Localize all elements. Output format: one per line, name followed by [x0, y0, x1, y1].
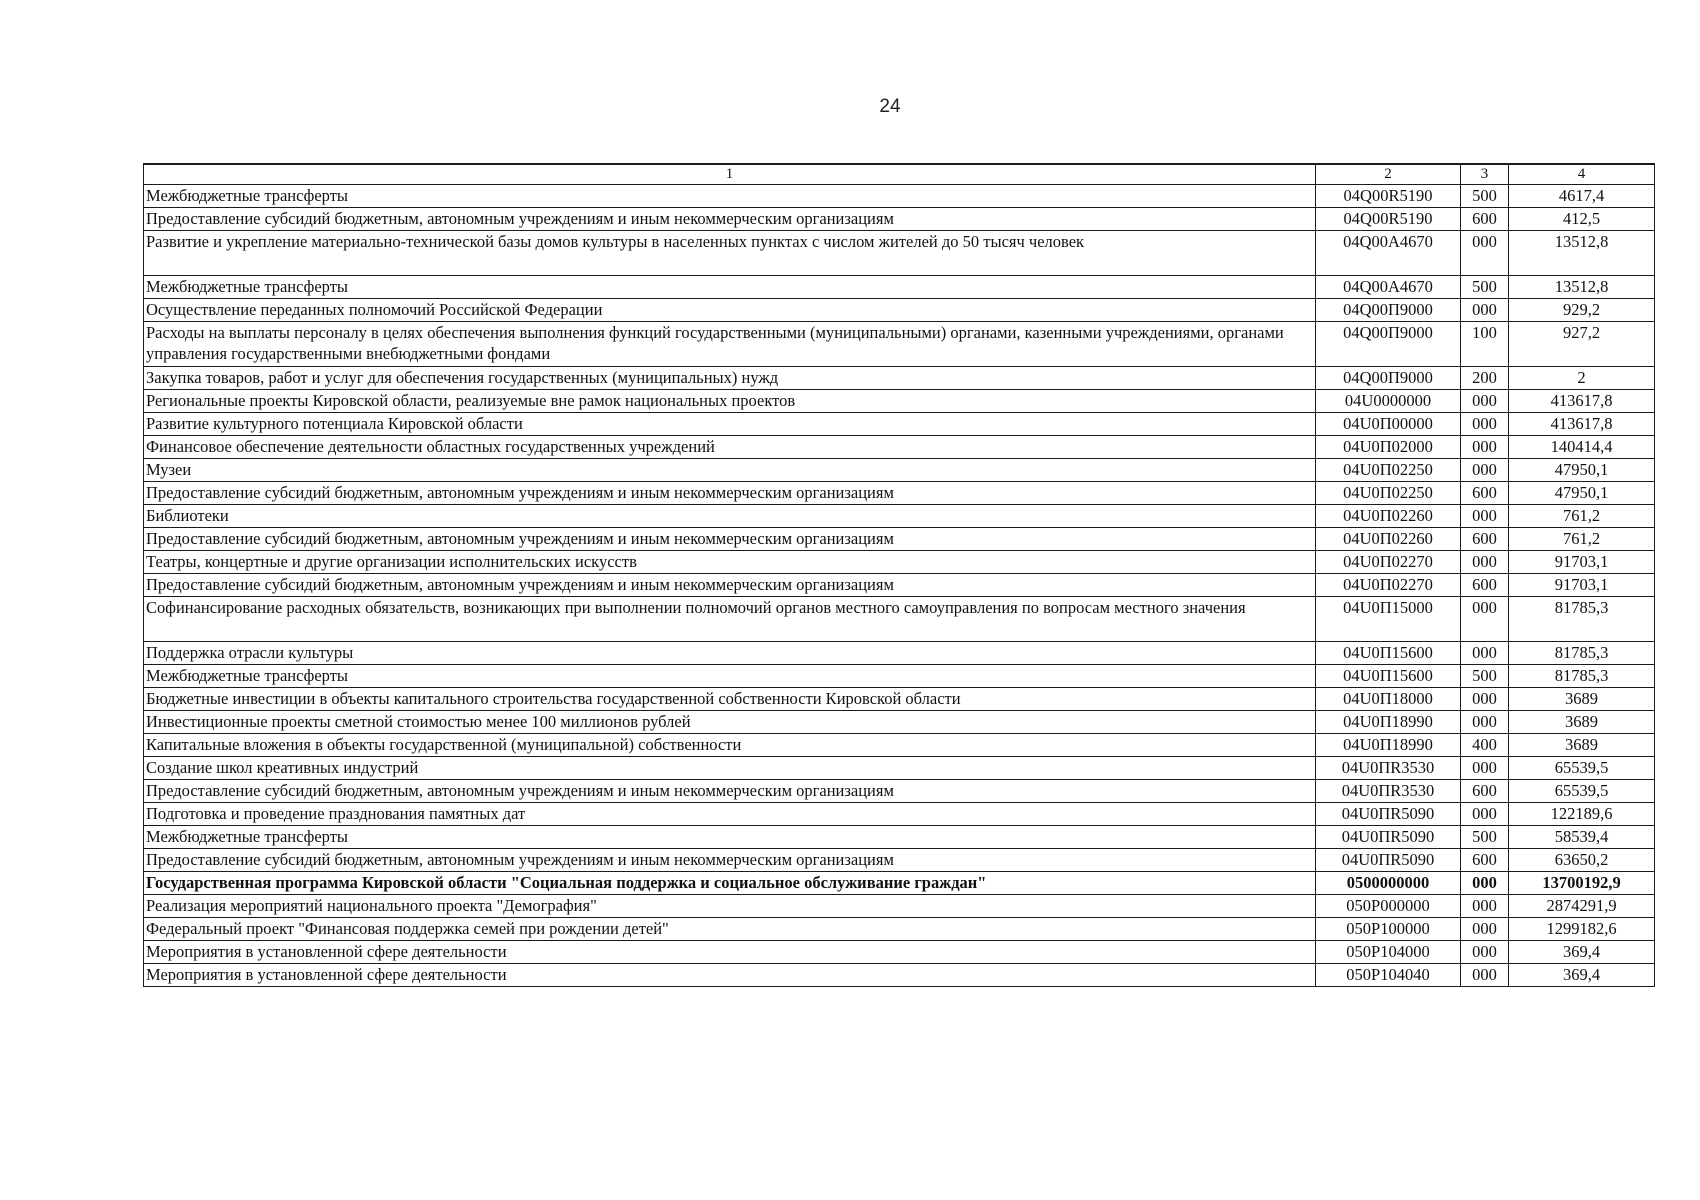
row-sum-cell: 761,2 — [1509, 528, 1655, 551]
row-name-cell: Расходы на выплаты персоналу в целях обеспечения выполнения функций государственными (муниципальными) органами, казенными учреждениями, органами управления государственными внебюджетными фондами — [144, 322, 1316, 367]
table-row — [144, 505, 1655, 528]
row-sum-cell: 369,4 — [1509, 964, 1655, 987]
row-type-cell: 500 — [1461, 185, 1509, 208]
row-name-cell: Закупка товаров, работ и услуг для обеспечения государственных (муниципальных) нужд — [144, 367, 1316, 390]
table-row — [144, 413, 1655, 436]
row-code-cell: 04U0000000 — [1316, 390, 1461, 413]
row-type-cell: 000 — [1461, 711, 1509, 734]
row-type-cell: 200 — [1461, 367, 1509, 390]
row-name-cell: Бюджетные инвестиции в объекты капитального строительства государственной собственности Кировской области — [144, 688, 1316, 711]
table-row — [144, 208, 1655, 231]
row-code-cell: 04U0П15600 — [1316, 642, 1461, 665]
row-name-cell: Капитальные вложения в объекты государственной (муниципальной) собственности — [144, 734, 1316, 757]
row-name-cell: Театры, концертные и другие организации исполнительских искусств — [144, 551, 1316, 574]
row-name-cell: Предоставление субсидий бюджетным, автономным учреждениям и иным некоммерческим организациям — [144, 208, 1316, 231]
row-code-cell: 04U0П18000 — [1316, 688, 1461, 711]
row-sum-cell: 3689 — [1509, 711, 1655, 734]
row-sum-cell: 1299182,6 — [1509, 918, 1655, 941]
table-row — [144, 574, 1655, 597]
row-code-cell: 04Q00R5190 — [1316, 185, 1461, 208]
table-row — [144, 734, 1655, 757]
row-name-cell: Подготовка и проведение празднования памятных дат — [144, 803, 1316, 826]
row-name-cell: Межбюджетные трансферты — [144, 276, 1316, 299]
row-name-cell: Федеральный проект "Финансовая поддержка семей при рождении детей" — [144, 918, 1316, 941]
row-type-cell: 500 — [1461, 665, 1509, 688]
table-row — [144, 757, 1655, 780]
row-code-cell: 04U0П02270 — [1316, 574, 1461, 597]
row-sum-cell: 81785,3 — [1509, 665, 1655, 688]
row-type-cell: 600 — [1461, 482, 1509, 505]
table-body — [144, 164, 1655, 987]
header-cell-type: 3 — [1461, 164, 1509, 185]
row-type-cell: 100 — [1461, 322, 1509, 367]
table-row — [144, 780, 1655, 803]
header-cell-code: 2 — [1316, 164, 1461, 185]
row-code-cell: 04Q00A4670 — [1316, 276, 1461, 299]
table-row — [144, 872, 1655, 895]
row-type-cell: 000 — [1461, 642, 1509, 665]
table-row — [144, 482, 1655, 505]
row-sum-cell: 81785,3 — [1509, 597, 1655, 642]
row-name-cell: Предоставление субсидий бюджетным, автономным учреждениям и иным некоммерческим организациям — [144, 528, 1316, 551]
table-row — [144, 803, 1655, 826]
table-row — [144, 665, 1655, 688]
row-sum-cell: 58539,4 — [1509, 826, 1655, 849]
table-row — [144, 459, 1655, 482]
row-type-cell: 500 — [1461, 276, 1509, 299]
row-code-cell: 050P100000 — [1316, 918, 1461, 941]
row-type-cell: 000 — [1461, 757, 1509, 780]
row-sum-cell: 140414,4 — [1509, 436, 1655, 459]
row-name-cell: Мероприятия в установленной сфере деятельности — [144, 941, 1316, 964]
row-sum-cell: 412,5 — [1509, 208, 1655, 231]
row-type-cell: 400 — [1461, 734, 1509, 757]
row-code-cell: 04U0П15600 — [1316, 665, 1461, 688]
row-sum-cell: 13512,8 — [1509, 276, 1655, 299]
row-name-cell: Межбюджетные трансферты — [144, 665, 1316, 688]
row-code-cell: 04U0П02000 — [1316, 436, 1461, 459]
row-sum-cell: 413617,8 — [1509, 390, 1655, 413]
row-name-cell: Межбюджетные трансферты — [144, 185, 1316, 208]
row-code-cell: 04U0П02260 — [1316, 505, 1461, 528]
row-code-cell: 04U0П15000 — [1316, 597, 1461, 642]
table-row — [144, 711, 1655, 734]
row-sum-cell: 929,2 — [1509, 299, 1655, 322]
row-sum-cell: 2874291,9 — [1509, 895, 1655, 918]
row-sum-cell: 91703,1 — [1509, 551, 1655, 574]
row-code-cell: 04Q00П9000 — [1316, 322, 1461, 367]
row-type-cell: 600 — [1461, 528, 1509, 551]
row-type-cell: 000 — [1461, 299, 1509, 322]
row-type-cell: 000 — [1461, 803, 1509, 826]
row-type-cell: 000 — [1461, 895, 1509, 918]
page-number: 24 — [879, 96, 901, 117]
row-sum-cell: 3689 — [1509, 734, 1655, 757]
table-row — [144, 964, 1655, 987]
row-code-cell: 04U0ПR5090 — [1316, 803, 1461, 826]
row-name-cell: Предоставление субсидий бюджетным, автономным учреждениям и иным некоммерческим организациям — [144, 780, 1316, 803]
row-name-cell: Предоставление субсидий бюджетным, автономным учреждениям и иным некоммерческим организациям — [144, 482, 1316, 505]
row-code-cell: 04U0ПR3530 — [1316, 780, 1461, 803]
table-header-row — [144, 164, 1655, 185]
row-type-cell: 000 — [1461, 436, 1509, 459]
row-sum-cell: 13700192,9 — [1509, 872, 1655, 895]
row-code-cell: 04U0П00000 — [1316, 413, 1461, 436]
row-name-cell: Осуществление переданных полномочий Российской Федерации — [144, 299, 1316, 322]
row-type-cell: 600 — [1461, 208, 1509, 231]
table-row — [144, 918, 1655, 941]
row-code-cell: 04Q00R5190 — [1316, 208, 1461, 231]
row-type-cell: 000 — [1461, 918, 1509, 941]
row-sum-cell: 63650,2 — [1509, 849, 1655, 872]
row-code-cell: 04U0П02270 — [1316, 551, 1461, 574]
row-name-cell: Мероприятия в установленной сфере деятельности — [144, 964, 1316, 987]
row-sum-cell: 369,4 — [1509, 941, 1655, 964]
row-name-cell: Поддержка отрасли культуры — [144, 642, 1316, 665]
table-row — [144, 826, 1655, 849]
row-sum-cell: 4617,4 — [1509, 185, 1655, 208]
row-code-cell: 04U0П02260 — [1316, 528, 1461, 551]
row-type-cell: 000 — [1461, 941, 1509, 964]
row-code-cell: 04U0П18990 — [1316, 711, 1461, 734]
row-name-cell: Развитие культурного потенциала Кировской области — [144, 413, 1316, 436]
row-sum-cell: 47950,1 — [1509, 482, 1655, 505]
row-sum-cell: 2 — [1509, 367, 1655, 390]
table-row — [144, 390, 1655, 413]
row-code-cell: 04U0ПR3530 — [1316, 757, 1461, 780]
row-code-cell: 050P000000 — [1316, 895, 1461, 918]
row-type-cell: 000 — [1461, 459, 1509, 482]
row-name-cell: Реализация мероприятий национального проекта "Демография" — [144, 895, 1316, 918]
row-sum-cell: 13512,8 — [1509, 231, 1655, 276]
header-cell-sum: 4 — [1509, 164, 1655, 185]
row-name-cell: Развитие и укрепление материально-технической базы домов культуры в населенных пунктах с числом жителей до 50 тысяч человек — [144, 231, 1316, 276]
row-code-cell: 04Q00П9000 — [1316, 299, 1461, 322]
row-type-cell: 000 — [1461, 390, 1509, 413]
row-sum-cell: 761,2 — [1509, 505, 1655, 528]
row-type-cell: 000 — [1461, 231, 1509, 276]
row-sum-cell: 65539,5 — [1509, 757, 1655, 780]
row-name-cell: Софинансирование расходных обязательств, возникающих при выполнении полномочий органов местного самоуправления по вопросам местного значения — [144, 597, 1316, 642]
table-row — [144, 895, 1655, 918]
row-code-cell: 04U0П02250 — [1316, 459, 1461, 482]
row-sum-cell: 122189,6 — [1509, 803, 1655, 826]
row-type-cell: 500 — [1461, 826, 1509, 849]
table-row — [144, 551, 1655, 574]
row-name-cell: Предоставление субсидий бюджетным, автономным учреждениям и иным некоммерческим организациям — [144, 574, 1316, 597]
row-name-cell: Региональные проекты Кировской области, реализуемые вне рамок национальных проектов — [144, 390, 1316, 413]
row-name-cell: Государственная программа Кировской области "Социальная поддержка и социальное обслуживание граждан" — [144, 872, 1316, 895]
table-row — [144, 941, 1655, 964]
table-row — [144, 642, 1655, 665]
table-row — [144, 436, 1655, 459]
table-row — [144, 231, 1655, 276]
row-type-cell: 000 — [1461, 413, 1509, 436]
row-type-cell: 000 — [1461, 505, 1509, 528]
row-type-cell: 000 — [1461, 597, 1509, 642]
row-sum-cell: 91703,1 — [1509, 574, 1655, 597]
row-code-cell: 04U0ПR5090 — [1316, 849, 1461, 872]
row-type-cell: 600 — [1461, 574, 1509, 597]
table-row — [144, 185, 1655, 208]
row-name-cell: Финансовое обеспечение деятельности областных государственных учреждений — [144, 436, 1316, 459]
row-name-cell: Инвестиционные проекты сметной стоимостью менее 100 миллионов рублей — [144, 711, 1316, 734]
row-sum-cell: 413617,8 — [1509, 413, 1655, 436]
table-row — [144, 299, 1655, 322]
row-code-cell: 04U0ПR5090 — [1316, 826, 1461, 849]
row-type-cell: 000 — [1461, 551, 1509, 574]
row-type-cell: 600 — [1461, 780, 1509, 803]
row-name-cell: Библиотеки — [144, 505, 1316, 528]
row-name-cell: Музеи — [144, 459, 1316, 482]
row-code-cell: 04U0П02250 — [1316, 482, 1461, 505]
row-name-cell: Межбюджетные трансферты — [144, 826, 1316, 849]
row-name-cell: Предоставление субсидий бюджетным, автономным учреждениям и иным некоммерческим организациям — [144, 849, 1316, 872]
table-row — [144, 367, 1655, 390]
row-code-cell: 04Q00A4670 — [1316, 231, 1461, 276]
budget-table — [143, 163, 1655, 987]
table-row — [144, 849, 1655, 872]
table-row — [144, 597, 1655, 642]
row-sum-cell: 927,2 — [1509, 322, 1655, 367]
table-row — [144, 528, 1655, 551]
header-cell-name: 1 — [144, 164, 1316, 185]
table-row — [144, 276, 1655, 299]
row-code-cell: 050P104040 — [1316, 964, 1461, 987]
table-row — [144, 322, 1655, 367]
row-type-cell: 600 — [1461, 849, 1509, 872]
row-type-cell: 000 — [1461, 964, 1509, 987]
row-code-cell: 0500000000 — [1316, 872, 1461, 895]
row-code-cell: 04U0П18990 — [1316, 734, 1461, 757]
row-code-cell: 04Q00П9000 — [1316, 367, 1461, 390]
row-code-cell: 050P104000 — [1316, 941, 1461, 964]
row-sum-cell: 3689 — [1509, 688, 1655, 711]
row-type-cell: 000 — [1461, 872, 1509, 895]
row-type-cell: 000 — [1461, 688, 1509, 711]
row-sum-cell: 65539,5 — [1509, 780, 1655, 803]
row-name-cell: Создание школ креативных индустрий — [144, 757, 1316, 780]
row-sum-cell: 47950,1 — [1509, 459, 1655, 482]
row-sum-cell: 81785,3 — [1509, 642, 1655, 665]
table-row — [144, 688, 1655, 711]
